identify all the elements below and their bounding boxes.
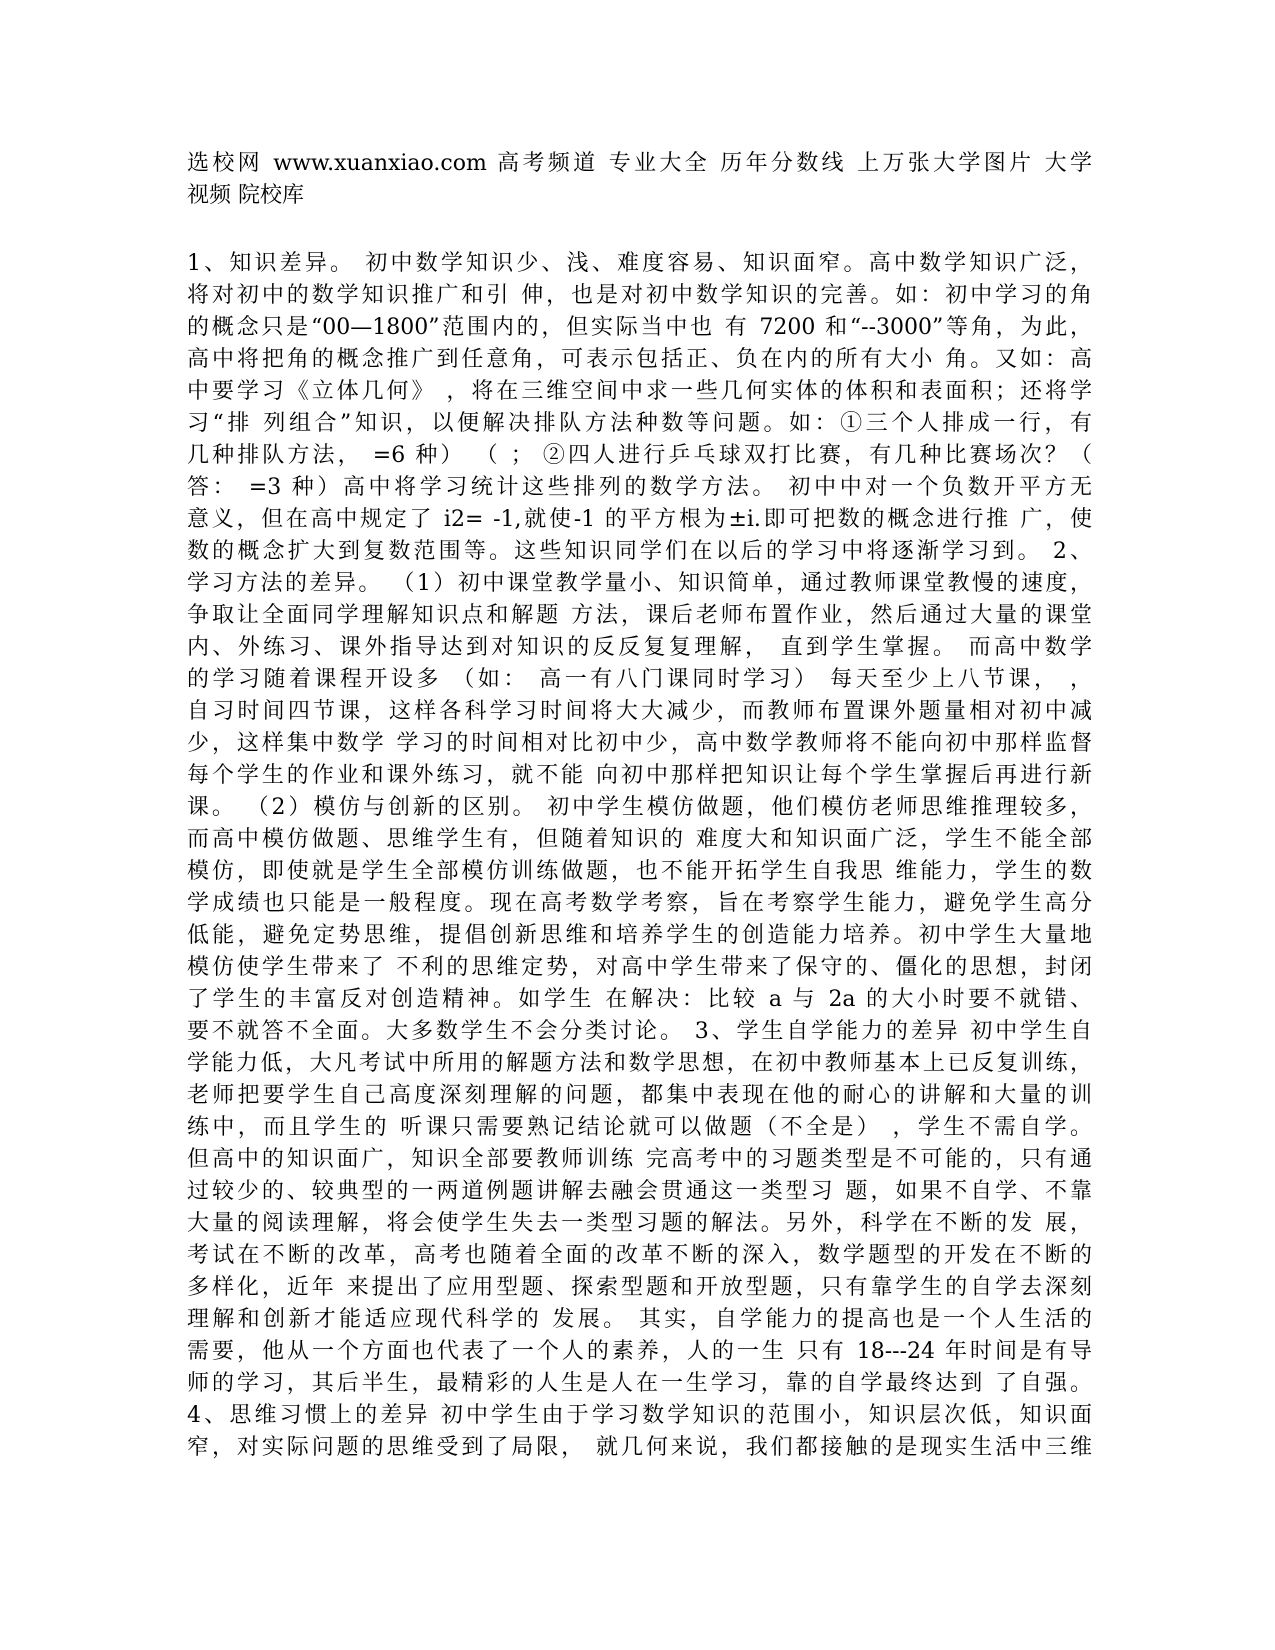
body-line: 内、外练习、课外指导达到对知识的反反复复理解， 直到学生掌握。 而高中数学 (187, 635, 1092, 660)
body-line: 模仿使学生带来了 不利的思维定势，对高中学生带来了保守的、僵化的思想，封闭 (187, 955, 1092, 980)
body-line: 但高中的知识面广，知识全部要教师训练 完高考中的习题类型是不可能的，只有通 (187, 1147, 1092, 1172)
body-line: 多样化，近年 来提出了应用型题、探索型题和开放型题，只有靠学生的自学去深刻 (187, 1275, 1092, 1300)
body-line: 意义，但在高中规定了 i2= -1,就使-1 的平方根为±i.即可把数的概念进行推 广，使 (187, 507, 1092, 532)
body-line: 答： =3 种）高中将学习统计这些排列的数学方法。 初中中对一个负数开平方无 (187, 475, 1092, 500)
body-line: 少，这样集中数学 学习的时间相对比初中少，高中数学教师将不能向初中那样监督 (187, 731, 1092, 756)
body-line: 习“排 列组合”知识，以便解决排队方法种数等问题。如：①三个人排成一行，有 (187, 411, 1092, 436)
body-line: 的学习随着课程开设多 （如： 高一有八门课同时学习） 每天至少上八节课， ， (187, 667, 1092, 692)
header-line: 选校网 www.xuanxiao.com 高考频道 专业大全 历年分数线 上万张大学图片 大学 (187, 151, 1092, 176)
body-text (187, 248, 1092, 1464)
body-line: 需要，他从一个方面也代表了一个人的素养，人的一生 只有 18---24 年时间是有导 (187, 1339, 1092, 1364)
body-line: 每个学生的作业和课外练习，就不能 向初中那样把知识让每个学生掌握后再进行新 (187, 763, 1092, 788)
body-line: 几种排队方法， =6 种） （ ； ②四人进行乒乓球双打比赛，有几种比赛场次？（ (187, 443, 1092, 468)
body-line: 老师把要学生自己高度深刻理解的问题，都集中表现在他的耐心的讲解和大量的训 (187, 1083, 1092, 1108)
body-line: 的概念只是“00—1800”范围内的，但实际当中也 有 7200 和“--3000”等角，为此， (187, 315, 1092, 340)
body-line: 模仿，即使就是学生全部模仿训练做题，也不能开拓学生自我思 维能力，学生的数 (187, 859, 1092, 884)
body-line: 中要学习《立体几何》 ，将在三维空间中求一些几何实体的体积和表面积；还将学 (187, 379, 1092, 404)
body-line: 课。 （2）模仿与创新的区别。 初中学生模仿做题，他们模仿老师思维推理较多， (187, 795, 1092, 820)
body-line: 窄，对实际问题的思维受到了局限， 就几何来说，我们都接触的是现实生活中三维 (187, 1435, 1092, 1460)
body-line: 考试在不断的改革，高考也随着全面的改革不断的深入，数学题型的开发在不断的 (187, 1243, 1092, 1268)
header-line: 视频 院校库 (187, 183, 304, 208)
body-line: 了学生的丰富反对创造精神。如学生 在解决：比较 a 与 2a 的大小时要不就错、 (187, 987, 1092, 1012)
header-text (187, 148, 1092, 212)
body-line: 要不就答不全面。大多数学生不会分类讨论。 3、学生自学能力的差异 初中学生自 (187, 1019, 1092, 1044)
body-line: 师的学习，其后半生，最精彩的人生是人在一生学习，靠的自学最终达到 了自强。 (187, 1371, 1092, 1396)
body-line: 理解和创新才能适应现代科学的 发展。 其实，自学能力的提高也是一个人生活的 (187, 1307, 1092, 1332)
body-line: 学习方法的差异。 （1）初中课堂教学量小、知识简单，通过教师课堂教慢的速度， (187, 571, 1092, 596)
body-line: 练中，而且学生的 听课只需要熟记结论就可以做题（不全是） ，学生不需自学。 (187, 1115, 1092, 1140)
body-line: 学成绩也只能是一般程度。现在高考数学考察，旨在考察学生能力，避免学生高分 (187, 891, 1092, 916)
body-line: 4、思维习惯上的差异 初中学生由于学习数学知识的范围小，知识层次低，知识面 (187, 1403, 1092, 1428)
body-line: 数的概念扩大到复数范围等。这些知识同学们在以后的学习中将逐渐学习到。 2、 (187, 539, 1092, 564)
body-line: 高中将把角的概念推广到任意角，可表示包括正、负在内的所有大小 角。又如：高 (187, 347, 1092, 372)
body-line: 自习时间四节课，这样各科学习时间将大大减少，而教师布置课外题量相对初中减 (187, 699, 1092, 724)
body-line: 争取让全面同学理解知识点和解题 方法，课后老师布置作业，然后通过大量的课堂 (187, 603, 1092, 628)
body-line: 1、知识差异。 初中数学知识少、浅、难度容易、知识面窄。高中数学知识广泛， (187, 251, 1092, 276)
body-line: 大量的阅读理解，将会使学生失去一类型习题的解法。另外，科学在不断的发 展， (187, 1211, 1092, 1236)
body-line: 学能力低，大凡考试中所用的解题方法和数学思想，在初中教师基本上已反复训练， (187, 1051, 1092, 1076)
body-line: 过较少的、较典型的一两道例题讲解去融会贯通这一类型习 题，如果不自学、不靠 (187, 1179, 1092, 1204)
body-line: 而高中模仿做题、思维学生有，但随着知识的 难度大和知识面广泛，学生不能全部 (187, 827, 1092, 852)
body-line: 低能，避免定势思维，提倡创新思维和培养学生的创造能力培养。初中学生大量地 (187, 923, 1092, 948)
body-line: 将对初中的数学知识推广和引 伸，也是对初中数学知识的完善。如：初中学习的角 (187, 283, 1092, 308)
